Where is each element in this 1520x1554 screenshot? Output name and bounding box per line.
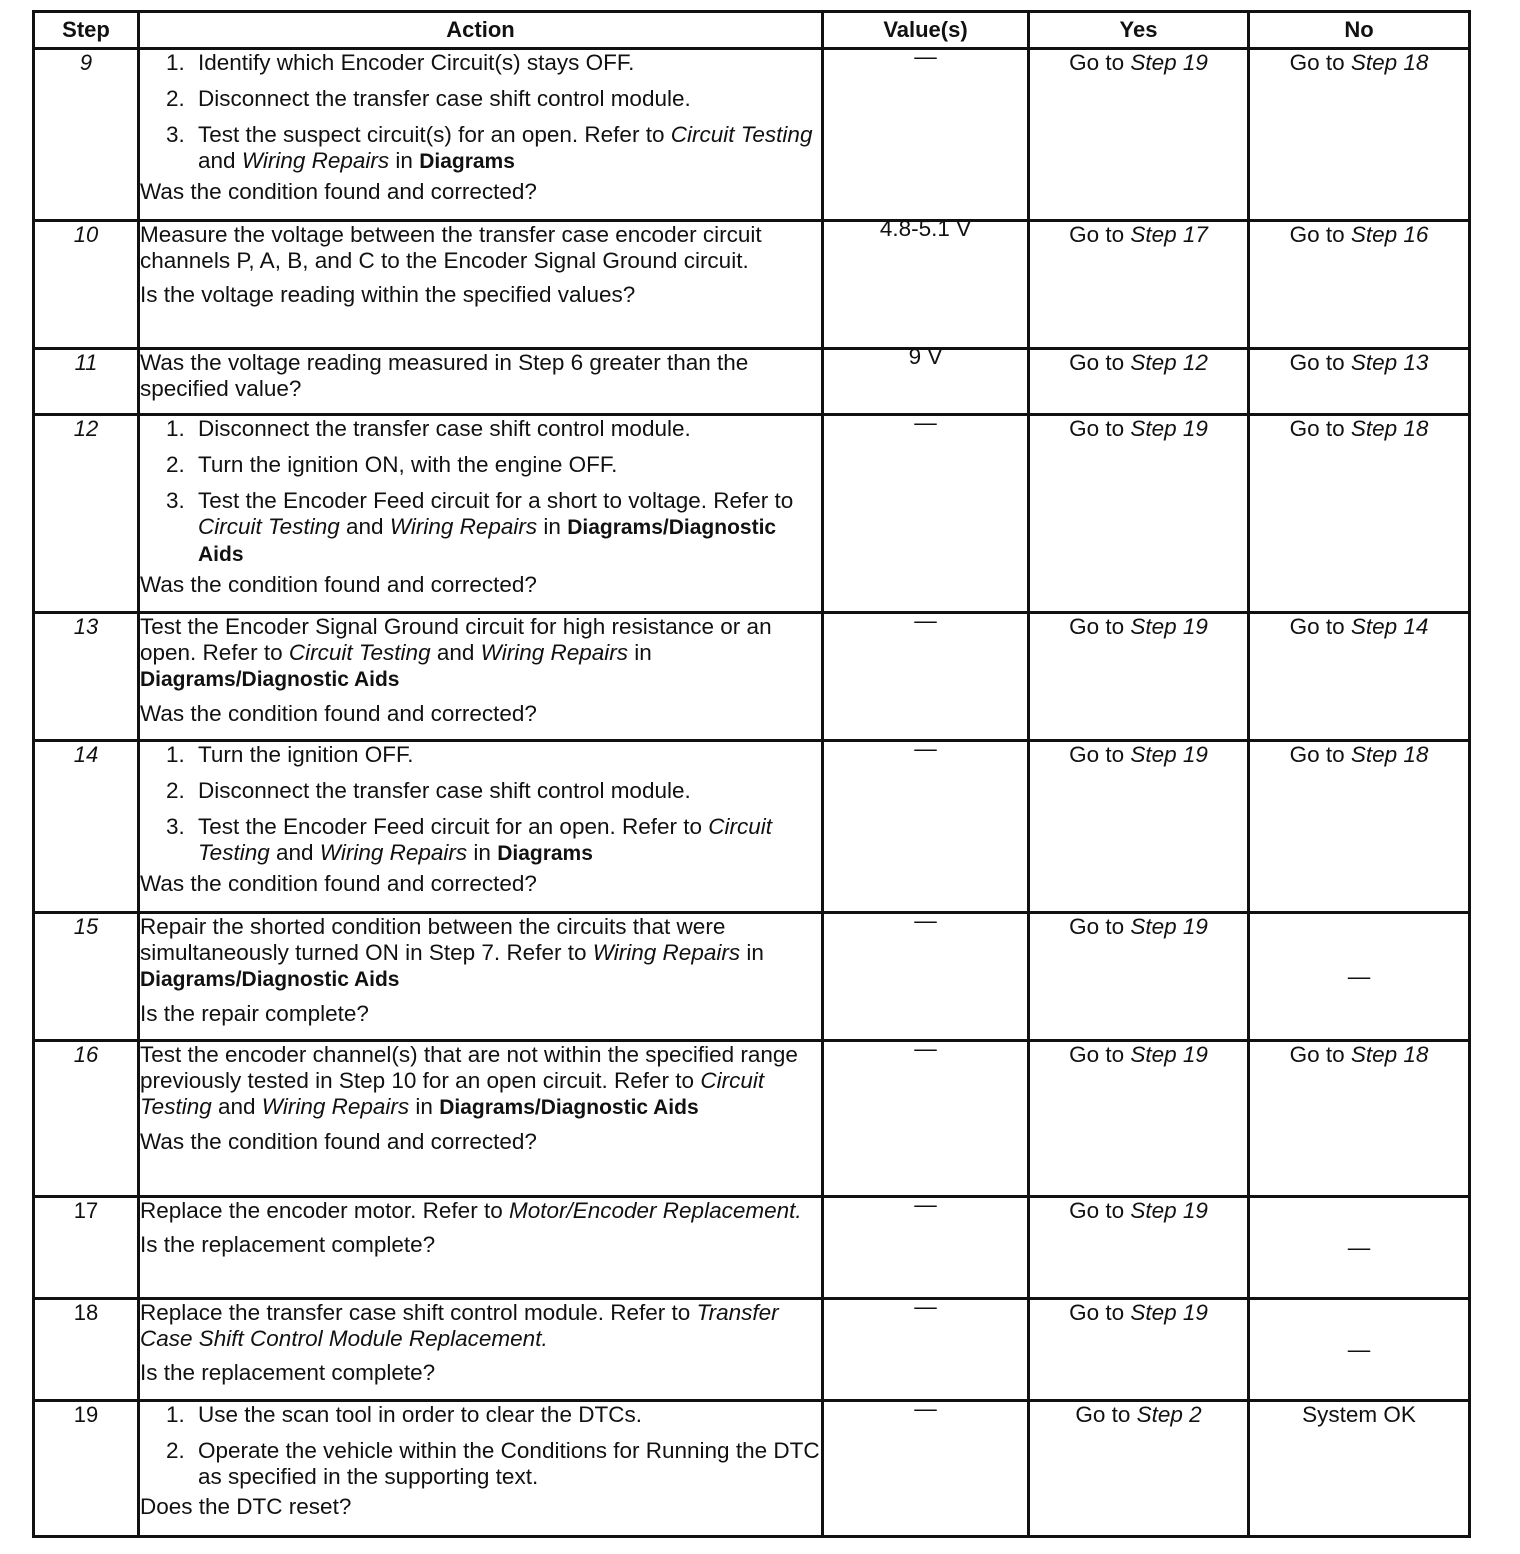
- table-row: [34, 741, 1470, 913]
- action-cell: [139, 49, 823, 221]
- header-values: Value(s): [823, 12, 1029, 49]
- item-text-lead: Test the Encoder Feed circuit for a short to voltage. Refer to: [198, 488, 794, 513]
- goto-prefix: Go to: [1289, 416, 1345, 441]
- item-text: [198, 814, 821, 867]
- goto-step-link[interactable]: Step 12: [1130, 350, 1208, 375]
- goto-prefix: Go to: [1075, 1402, 1131, 1427]
- value-cell: [823, 1396, 1029, 1537]
- question: Is the repair complete?: [140, 1001, 369, 1026]
- yes-cell: [1029, 415, 1249, 613]
- goto-prefix: Go to: [1069, 350, 1125, 375]
- table-row: [34, 1299, 1470, 1401]
- no-value: —: [1347, 1234, 1371, 1260]
- yes-cell: [1029, 349, 1249, 415]
- item-text: Use the scan tool in order to clear the DTCs.: [198, 1402, 642, 1427]
- question: Was the condition found and corrected?: [140, 572, 537, 597]
- reference-document: Diagrams: [419, 150, 515, 173]
- step-number: 13: [34, 613, 139, 741]
- item-text: Identify which Encoder Circuit(s) stays OFF.: [198, 50, 635, 75]
- question: Was the condition found and corrected?: [140, 179, 537, 204]
- step-number: 18: [34, 1299, 139, 1401]
- goto-step-link[interactable]: Step 19: [1130, 614, 1208, 639]
- diagnostic-table: [32, 10, 1471, 1538]
- action-text-lead: Test the Encoder Signal Ground circuit for high resistance or an open. Refer to: [140, 614, 772, 665]
- reference-circuit-testing: Circuit Testing: [288, 640, 431, 665]
- goto-prefix: Go to: [1069, 1300, 1125, 1325]
- item-text: Disconnect the transfer case shift control module.: [198, 416, 691, 441]
- value-cell: [823, 736, 1029, 913]
- step-number: 14: [34, 741, 139, 913]
- goto-prefix: Go to: [1069, 614, 1125, 639]
- action-steps: [140, 1402, 821, 1490]
- step-number: 11: [34, 349, 139, 415]
- question: Is the voltage reading within the specified values?: [140, 282, 636, 307]
- goto-step-link[interactable]: Step 19: [1130, 914, 1208, 939]
- value-text: —: [914, 736, 937, 761]
- item-number: 3.: [166, 488, 185, 513]
- action-cell: [139, 1401, 823, 1537]
- action-text-lead: Repair the shorted condition between the circuits that were simultaneously turned ON in Step 7. Refer to: [140, 914, 726, 965]
- table-row: [34, 913, 1470, 1041]
- goto-prefix: Go to: [1069, 416, 1125, 441]
- reference-wiring-repairs: Wiring Repairs: [241, 148, 390, 173]
- no-cell: [1249, 1197, 1470, 1299]
- action-cell: [139, 913, 823, 1041]
- list-item: [140, 1402, 821, 1428]
- no-cell: [1249, 741, 1470, 913]
- connector-word: and: [198, 148, 236, 173]
- goto-step-link[interactable]: Step 16: [1350, 222, 1429, 247]
- item-text: Operate the vehicle within the Conditions for Running the DTC as specified in the supporting text.: [198, 1438, 820, 1489]
- value-cell: [823, 1036, 1029, 1197]
- list-item: [140, 814, 821, 867]
- action-cell: [139, 349, 823, 415]
- question: Was the condition found and corrected?: [140, 1129, 537, 1154]
- goto-step-link[interactable]: Step 19: [1130, 1300, 1208, 1325]
- value-text: —: [914, 44, 937, 69]
- action-steps: [140, 742, 821, 867]
- connector-word: in: [543, 514, 561, 539]
- goto-step-link[interactable]: Step 17: [1130, 222, 1208, 247]
- reference-circuit-testing: Circuit Testing: [140, 1068, 765, 1119]
- reference-circuit-testing: Circuit Testing: [198, 514, 340, 539]
- question: Was the condition found and corrected?: [140, 701, 537, 726]
- connector-word: and: [217, 1094, 256, 1119]
- step-number: 19: [34, 1401, 139, 1537]
- no-cell: [1249, 49, 1470, 221]
- item-text-lead: Test the suspect circuit(s) for an open. Refer to: [198, 122, 665, 147]
- table-row: [34, 49, 1470, 221]
- no-cell: [1249, 913, 1470, 1041]
- value-text: 9 V: [908, 344, 943, 369]
- reference-circuit-testing: Circuit Testing: [198, 814, 773, 865]
- connector-word: in: [415, 1094, 433, 1119]
- goto-step-link[interactable]: Step 14: [1350, 614, 1429, 639]
- goto-prefix: Go to: [1289, 50, 1345, 75]
- goto-prefix: Go to: [1069, 742, 1125, 767]
- list-item: [140, 416, 821, 442]
- reference-wiring-repairs: Wiring Repairs: [480, 640, 629, 665]
- step-number: 16: [34, 1041, 139, 1197]
- item-number: 1.: [166, 742, 185, 767]
- action-text-lead: Test the encoder channel(s) that are not within the specified range previously tested in Step 10 for an open circuit. Refer to: [140, 1042, 798, 1093]
- value-cell: [823, 1294, 1029, 1401]
- yes-cell: [1029, 221, 1249, 349]
- item-text: Turn the ignition OFF.: [198, 742, 414, 767]
- step-number: 9: [34, 49, 139, 221]
- item-text: [198, 488, 821, 568]
- item-text-lead: Test the Encoder Feed circuit for an open. Refer to: [198, 814, 703, 839]
- reference-document: Diagrams: [497, 842, 593, 865]
- action-cell: [139, 741, 823, 913]
- connector-word: and: [346, 514, 384, 539]
- action-text: [140, 1198, 821, 1224]
- goto-step-link[interactable]: Step 19: [1130, 1198, 1208, 1223]
- action-cell: [139, 221, 823, 349]
- no-value: System OK: [1302, 1402, 1416, 1427]
- goto-step-link[interactable]: Step 2: [1136, 1402, 1202, 1427]
- table-row: [34, 1197, 1470, 1299]
- goto-step-link[interactable]: Step 19: [1130, 416, 1208, 441]
- item-text: Disconnect the transfer case shift control module.: [198, 778, 691, 803]
- goto-step-link[interactable]: Step 18: [1350, 416, 1429, 441]
- goto-step-link[interactable]: Step 18: [1350, 1042, 1429, 1067]
- action-cell: [139, 1197, 823, 1299]
- value-cell: [823, 44, 1029, 221]
- header-row: [34, 12, 1470, 49]
- reference-wiring-repairs: Wiring Repairs: [319, 840, 468, 865]
- action-text: Measure the voltage between the transfer case encoder circuit channels P, A, B, and C to the Encoder Signal Ground circuit.: [140, 222, 762, 273]
- value-text: —: [914, 410, 937, 435]
- goto-prefix: Go to: [1069, 914, 1125, 939]
- table-row: [34, 415, 1470, 613]
- item-text: [198, 122, 821, 175]
- reference-document: Diagrams/Diagnostic Aids: [198, 516, 777, 566]
- value-cell: [823, 344, 1029, 415]
- value-cell: [823, 410, 1029, 613]
- header-action: Action: [139, 12, 823, 49]
- item-number: 3.: [166, 814, 185, 839]
- table-row: [34, 221, 1470, 349]
- item-number: 2.: [166, 452, 185, 477]
- yes-cell: [1029, 613, 1249, 741]
- action-steps: [140, 50, 821, 175]
- action-cell: [139, 613, 823, 741]
- yes-cell: [1029, 1197, 1249, 1299]
- goto-step-link[interactable]: Step 13: [1350, 350, 1429, 375]
- value-text: —: [914, 1036, 937, 1061]
- no-value: —: [1347, 963, 1371, 989]
- question: Is the replacement complete?: [140, 1360, 436, 1385]
- action-text-lead: Replace the transfer case shift control module. Refer to: [140, 1300, 691, 1325]
- no-cell: [1249, 415, 1470, 613]
- no-cell: [1249, 613, 1470, 741]
- action-cell: [139, 1299, 823, 1401]
- no-cell: [1249, 1401, 1470, 1537]
- header-no: No: [1249, 12, 1470, 49]
- table-row: [34, 1401, 1470, 1537]
- value-cell: [823, 608, 1029, 741]
- reference-document: Diagrams/Diagnostic Aids: [439, 1096, 699, 1119]
- value-text: —: [914, 608, 937, 633]
- item-number: 2.: [166, 86, 185, 111]
- goto-step-link[interactable]: Step 18: [1350, 50, 1429, 75]
- step-number: 17: [34, 1197, 139, 1299]
- question: Does the DTC reset?: [140, 1494, 352, 1519]
- header-yes: Yes: [1029, 12, 1249, 49]
- goto-prefix: Go to: [1289, 350, 1345, 375]
- item-number: 1.: [166, 1402, 185, 1427]
- yes-cell: [1029, 49, 1249, 221]
- reference-circuit-testing: Circuit Testing: [670, 122, 813, 147]
- header-step: Step: [34, 12, 139, 49]
- item-text: Turn the ignition ON, with the engine OFF.: [198, 452, 618, 477]
- item-number: 2.: [166, 778, 185, 803]
- connector-word: and: [436, 640, 475, 665]
- no-cell: [1249, 1041, 1470, 1197]
- table-row: [34, 613, 1470, 741]
- value-cell: [823, 908, 1029, 1041]
- list-item: [140, 1438, 821, 1490]
- goto-prefix: Go to: [1289, 614, 1345, 639]
- reference-document: Diagrams/Diagnostic Aids: [140, 968, 400, 991]
- connector-word: in: [473, 840, 491, 865]
- list-item: [140, 86, 821, 112]
- value-text: —: [914, 908, 937, 933]
- goto-step-link[interactable]: Step 18: [1350, 742, 1429, 767]
- yes-cell: [1029, 741, 1249, 913]
- goto-prefix: Go to: [1069, 50, 1125, 75]
- no-cell: [1249, 221, 1470, 349]
- connector-word: in: [634, 640, 652, 665]
- item-number: 1.: [166, 416, 185, 441]
- item-number: 2.: [166, 1438, 185, 1463]
- goto-step-link[interactable]: Step 19: [1130, 742, 1208, 767]
- value-cell: [823, 1192, 1029, 1299]
- reference-wiring-repairs: Wiring Repairs: [592, 940, 741, 965]
- connector-word: and: [275, 840, 314, 865]
- goto-prefix: Go to: [1069, 222, 1125, 247]
- no-value: —: [1347, 1336, 1371, 1362]
- item-number: 3.: [166, 122, 185, 147]
- goto-prefix: Go to: [1289, 222, 1345, 247]
- list-item: [140, 488, 821, 568]
- no-cell: [1249, 1299, 1470, 1401]
- list-item: [140, 742, 821, 768]
- step-number: 10: [34, 221, 139, 349]
- action-cell: [139, 415, 823, 613]
- action-steps: [140, 416, 821, 568]
- reference-document: Diagrams/Diagnostic Aids: [140, 668, 400, 691]
- action-text: [140, 914, 821, 993]
- step-number: 12: [34, 415, 139, 613]
- value-text: —: [914, 1294, 937, 1319]
- goto-prefix: Go to: [1289, 742, 1345, 767]
- action-text-lead: Replace the encoder motor. Refer to: [140, 1198, 503, 1223]
- goto-step-link[interactable]: Step 19: [1130, 1042, 1208, 1067]
- goto-prefix: Go to: [1069, 1198, 1125, 1223]
- action-text: [140, 1042, 821, 1121]
- yes-cell: [1029, 1299, 1249, 1401]
- action-text: [140, 1300, 821, 1352]
- yes-cell: [1029, 1401, 1249, 1537]
- reference-wiring-repairs: Wiring Repairs: [261, 1094, 410, 1119]
- no-cell: [1249, 349, 1470, 415]
- item-number: 1.: [166, 50, 185, 75]
- step-number: 15: [34, 913, 139, 1041]
- goto-prefix: Go to: [1069, 1042, 1125, 1067]
- question: Is the replacement complete?: [140, 1232, 436, 1257]
- yes-cell: [1029, 1041, 1249, 1197]
- question: Was the condition found and corrected?: [140, 871, 537, 896]
- value-text: —: [914, 1396, 937, 1421]
- list-item: [140, 452, 821, 478]
- reference-wiring-repairs: Wiring Repairs: [389, 514, 538, 539]
- question: Was the voltage reading measured in Step 6 greater than the specified value?: [140, 350, 749, 401]
- yes-cell: [1029, 913, 1249, 1041]
- list-item: [140, 50, 821, 76]
- reference-replacement: Transfer Case Shift Control Module Replacement.: [140, 1300, 779, 1351]
- connector-word: in: [746, 940, 764, 965]
- value-text: 4.8-5.1 V: [879, 216, 972, 241]
- action-cell: [139, 1041, 823, 1197]
- list-item: [140, 122, 821, 175]
- table-row: [34, 349, 1470, 415]
- action-text: [140, 614, 821, 693]
- value-cell: [823, 216, 1029, 349]
- goto-step-link[interactable]: Step 19: [1130, 50, 1208, 75]
- item-text: Disconnect the transfer case shift control module.: [198, 86, 691, 111]
- value-text: —: [914, 1192, 937, 1217]
- table-row: [34, 1041, 1470, 1197]
- connector-word: in: [395, 148, 413, 173]
- list-item: [140, 778, 821, 804]
- goto-prefix: Go to: [1289, 1042, 1345, 1067]
- reference-replacement: Motor/Encoder Replacement.: [508, 1198, 802, 1223]
